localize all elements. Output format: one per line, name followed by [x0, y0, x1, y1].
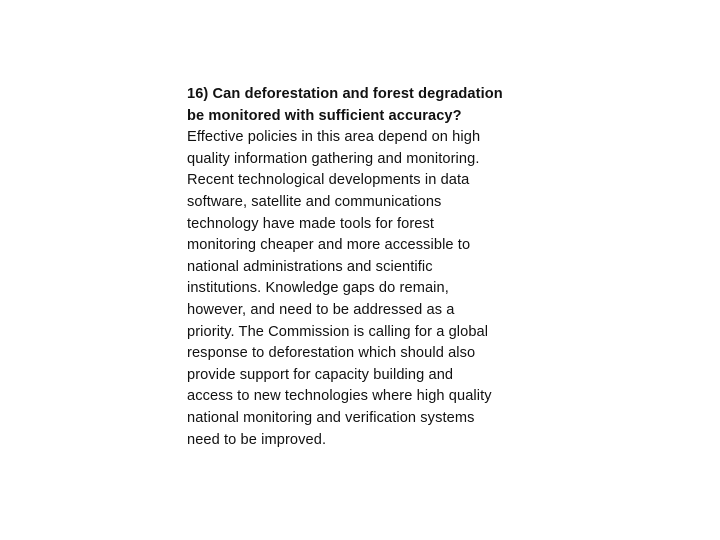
body-line-14: national monitoring and verification systems — [187, 409, 475, 426]
body-line-3: Recent technological developments in data — [187, 172, 470, 189]
body-line-4: software, satellite and communications — [187, 193, 442, 210]
body-line-13: access to new technologies where high quality — [187, 388, 492, 405]
body-line-2: quality information gathering and monitoring. — [187, 150, 480, 167]
body-line-7: national administrations and scientific — [187, 258, 433, 275]
text-block — [187, 84, 537, 451]
heading-line-2: be monitored with sufficient accuracy? — [187, 107, 462, 124]
body-line-11: response to deforestation which should also — [187, 345, 476, 362]
body-line-12: provide support for capacity building and — [187, 366, 454, 383]
body-line-5: technology have made tools for forest — [187, 215, 435, 232]
body-line-6: monitoring cheaper and more accessible to — [187, 237, 471, 254]
heading-line-1: 16) Can deforestation and forest degradation — [187, 86, 503, 102]
body-line-9: however, and need to be addressed as a — [187, 301, 455, 318]
body-line-8: institutions. Knowledge gaps do remain, — [187, 280, 449, 297]
body-line-10: priority. The Commission is calling for a global — [187, 323, 489, 340]
body-line-1: Effective policies in this area depend on high — [187, 129, 481, 146]
body-line-15: need to be improved. — [187, 431, 327, 448]
